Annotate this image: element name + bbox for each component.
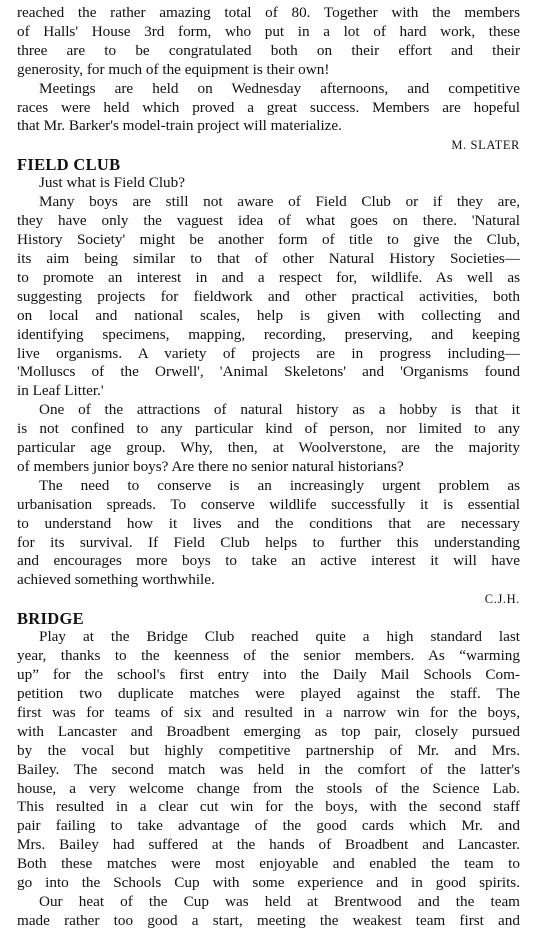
text-line: up” for the school's first entry into the Daily Mail Schools Com-: [17, 666, 520, 684]
text-line: particular age group. Why, then, at Woolverstone, are the majority: [17, 439, 520, 457]
text-line: petition two duplicate matches were played against the staff. The: [17, 685, 520, 702]
text-line: is not confined to any particular kind of person, nor limited to any: [17, 420, 520, 438]
text-line: achieved something worthwhile.: [17, 571, 215, 589]
text-line: Bailey. The second match was held in the comfort of the latter's: [17, 760, 520, 778]
signature: M. SLATER: [451, 138, 520, 153]
text-line: of Halls' House 3rd form, who put in a lot of hard work, these: [17, 22, 520, 40]
text-line: with Lancaster and Broadbent emerging as top pair, closely pursued: [17, 722, 520, 740]
text-line: go into the Schools Cup with some experience and in good spirits.: [17, 874, 520, 892]
text-line: house, a very welcome change from the stools of the Science Lab.: [17, 779, 520, 797]
text-line: Mrs. Bailey had suffered at the hands of Broadbent and Lancaster.: [17, 836, 520, 854]
section-heading: BRIDGE: [17, 609, 84, 629]
bridge-section: [17, 609, 520, 931]
text-line: urbanisation spreads. To conserve wildlife successfully it is essential: [17, 495, 520, 513]
text-line: 'Molluscs of the Orwell', 'Animal Skeletons' and 'Organisms found: [17, 363, 520, 381]
text-line: Many boys are still not aware of Field Club or if they are,: [39, 193, 520, 211]
text-line: three are to be congratulated both on their effort and their: [17, 41, 520, 59]
text-line: Our heat of the Cup was held at Brentwood and the team: [39, 892, 520, 910]
section-heading: FIELD CLUB: [17, 155, 121, 175]
text-line: in Leaf Litter.': [17, 382, 104, 400]
text-line: History Society' might be another form of title to give the Club,: [17, 231, 520, 249]
text-line: Meetings are held on Wednesday afternoons, and competitive: [39, 79, 520, 97]
intro-section: [17, 4, 520, 154]
text-line: This resulted in a clear cut win for the boys, with the second staff: [17, 798, 520, 816]
text-line: One of the attractions of natural history as a hobby is that it: [39, 401, 520, 419]
text-line: first was for teams of six and resulted in a narrow win for the boys,: [17, 703, 520, 721]
text-line: by the vocal but highly competitive partnership of Mr. and Mrs.: [17, 741, 520, 759]
text-line: identifying specimens, mapping, recording, preserving, and keeping: [17, 325, 520, 343]
signature: C.J.H.: [484, 592, 520, 607]
text-line: and encourages more boys to take an active interest it will have: [17, 552, 520, 570]
text-line: made rather too good a start, meeting the weakest team first and: [17, 911, 520, 929]
text-line: on local and national scales, help is given with collecting and: [17, 306, 520, 324]
text-line: to understand how it lives and the conditions that are necessary: [17, 514, 520, 532]
text-line: for its survival. If Field Club helps to further this understanding: [17, 533, 520, 551]
text-line: of members junior boys? Are there no senior natural historians?: [17, 457, 404, 475]
text-line: Both these matches were most enjoyable and enabled the team to: [17, 855, 520, 873]
text-line: Just what is Field Club?: [39, 174, 185, 192]
text-line: The need to conserve is an increasingly urgent problem as: [39, 476, 520, 494]
text-line: live organisms. A variety of projects are in progress including—: [17, 344, 520, 362]
text-line: Play at the Bridge Club reached quite a high standard last: [39, 628, 520, 646]
text-line: pair failing to take advantage of the good cards which Mr. and: [17, 817, 520, 835]
text-line: its aim being similar to that of other Natural History Societies—: [17, 249, 520, 267]
text-line: they have only the vaguest idea of what goes on there. 'Natural: [17, 212, 520, 230]
text-line: reached the rather amazing total of 80. Together with the members: [17, 4, 520, 21]
text-line: generosity, for much of the equipment is their own!: [17, 60, 330, 78]
field-club-section: [17, 155, 520, 608]
text-line: races were held which proved a great success. Members are hopeful: [17, 98, 520, 116]
text-line: that Mr. Barker's model-train project will materialize.: [17, 117, 342, 135]
text-line: to promote an interest in and a respect for, wildlife. As well as: [17, 268, 520, 286]
text-line: year, thanks to the keenness of the senior members. As “warming: [17, 647, 520, 665]
text-line: suggesting projects for fieldwork and other practical activities, both: [17, 287, 520, 305]
